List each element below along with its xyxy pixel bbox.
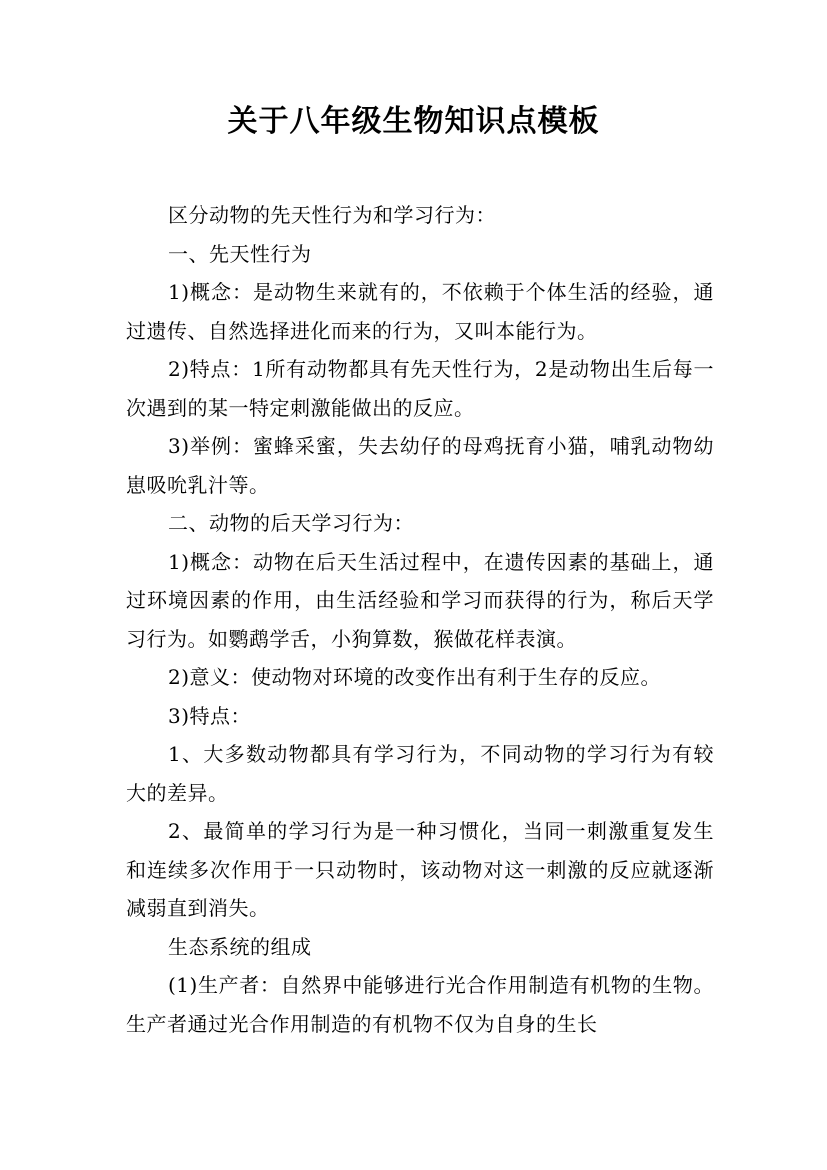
- paragraph-10: 1、大多数动物都具有学习行为，不同动物的学习行为有较大的差异。: [126, 742, 714, 805]
- paragraph-3: 1)概念：是动物生来就有的，不依赖于个体生活的经验，通过遗传、自然选择进化而来的行为，又叫本能行为。: [126, 280, 714, 343]
- paragraph-6: 二、动物的后天学习行为：: [168, 511, 414, 535]
- document-body: [126, 196, 714, 1043]
- paragraph-1: 区分动物的先天性行为和学习行为：: [168, 203, 496, 227]
- paragraph-5: 3)举例：蜜蜂采蜜，失去幼仔的母鸡抚育小猫，哺乳动物幼崽吸吮乳汁等。: [126, 434, 714, 497]
- paragraph-11: 2、最简单的学习行为是一种习惯化，当同一刺激重复发生和连续多次作用于一只动物时，该动物对这一刺激的反应就逐渐减弱直到消失。: [126, 819, 714, 920]
- paragraph-12: 生态系统的组成: [168, 934, 312, 959]
- paragraph-7: 1)概念：动物在后天生活过程中，在遗传因素的基础上，通过环境因素的作用，由生活经验和学习而获得的行为，称后天学习行为。如鹦鹉学舌，小狗算数，猴做花样表演。: [126, 549, 714, 651]
- document-title: 关于八年级生物知识点模板: [227, 104, 600, 139]
- paragraph-2: 一、先天性行为: [168, 241, 312, 266]
- paragraph-13: (1)生产者：自然界中能够进行光合作用制造有机物的生物。生产者通过光合作用制造的有机物不仅为自身的生长: [126, 973, 714, 1036]
- paragraph-4: 2)特点：1所有动物都具有先天性行为，2是动物出生后每一次遇到的某一特定刺激能做出的反应。: [126, 357, 714, 420]
- paragraph-8: 2)意义：使动物对环境的改变作出有利于生存的反应。: [168, 665, 662, 689]
- paragraph-9: 3)特点：: [168, 703, 252, 728]
